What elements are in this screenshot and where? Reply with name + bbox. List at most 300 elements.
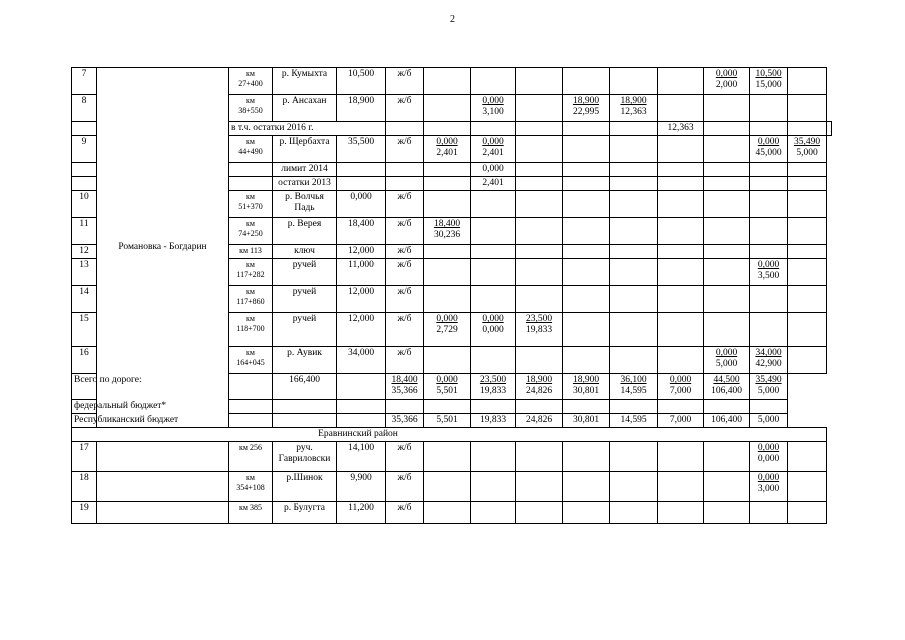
row-number-cell	[72, 245, 97, 259]
spacer-cell	[827, 177, 832, 191]
value-cell	[658, 191, 704, 218]
row-number: 19	[79, 503, 89, 513]
km-marker: км 117+860	[236, 287, 265, 306]
row-number-cell	[72, 502, 97, 524]
totals-top: 44,500	[713, 375, 740, 385]
value-cell	[658, 218, 704, 245]
value-cell	[750, 163, 788, 177]
km-marker: км 256	[239, 443, 262, 452]
value-cell	[424, 163, 471, 177]
value-bottom: 5,000	[796, 148, 818, 158]
value-cell	[750, 347, 788, 374]
km-marker: км 27+400	[238, 69, 263, 88]
value-cell	[471, 136, 516, 163]
district-row	[72, 428, 837, 442]
value-cell	[516, 163, 563, 177]
value-cell	[658, 122, 704, 136]
value-cell	[516, 122, 563, 136]
row-number: 9	[81, 137, 87, 147]
row-number-cell	[72, 286, 97, 313]
republic-value: 35,366	[391, 415, 418, 425]
value-cell	[563, 245, 610, 259]
value-top: 0,000	[482, 314, 504, 324]
value-cell	[788, 502, 827, 524]
km-marker: км 164+045	[236, 348, 265, 367]
type-cell	[386, 286, 424, 313]
type-cell	[386, 259, 424, 286]
length-value: 12,000	[347, 246, 375, 256]
spacer-cell	[827, 259, 832, 286]
empty-cell	[658, 400, 704, 414]
republic-value-cell	[471, 414, 516, 428]
value-cell	[788, 472, 827, 502]
row-number: 14	[79, 287, 89, 297]
value-cell	[750, 218, 788, 245]
object-name: ручей	[292, 314, 317, 324]
row-number: 18	[79, 473, 89, 483]
length-cell	[337, 68, 386, 95]
totals-top: 23,500	[479, 375, 507, 385]
district-cell	[72, 428, 827, 442]
value-cell	[610, 245, 658, 259]
empty-cell	[424, 122, 471, 136]
value-cell	[788, 95, 827, 122]
value-cell	[658, 313, 704, 347]
sub-label-cell	[229, 122, 386, 136]
row-number: 17	[79, 443, 89, 453]
totals-value-cell	[516, 374, 563, 400]
length-cell	[337, 95, 386, 122]
km-cell	[229, 472, 273, 502]
value-bottom: 3,000	[757, 484, 780, 494]
object-cell	[273, 313, 337, 347]
empty-km-cell	[229, 163, 273, 177]
republic-value: 24,826	[525, 415, 553, 425]
length-value: 12,000	[347, 287, 375, 297]
value-cell	[563, 218, 610, 245]
value-cell	[788, 442, 827, 472]
totals-top: 36,100	[620, 375, 647, 385]
value-cell	[563, 136, 610, 163]
value-cell	[424, 245, 471, 259]
value-cell	[610, 259, 658, 286]
row-number-cell	[72, 472, 97, 502]
value-bottom: 2,401	[482, 148, 504, 158]
row-number: 11	[79, 219, 89, 229]
value-cell	[658, 502, 704, 524]
value-cell	[424, 313, 471, 347]
table-row	[72, 68, 837, 95]
empty-cell	[516, 400, 563, 414]
value-cell	[471, 163, 516, 177]
value-cell	[704, 502, 750, 524]
table-row	[72, 472, 837, 502]
value-cell	[424, 259, 471, 286]
district-name: Еравнинский район	[318, 429, 398, 439]
totals-bottom: 24,826	[525, 386, 553, 396]
value-cell	[750, 122, 788, 136]
type-cell	[386, 95, 424, 122]
totals-bottom: 5,501	[436, 386, 458, 396]
value-cell	[788, 68, 827, 95]
federal-label: федеральный бюджет*	[74, 401, 167, 411]
object-name: р. Булугта	[284, 503, 325, 513]
object-cell	[273, 68, 337, 95]
empty-cell	[386, 400, 424, 414]
row-number-cell	[72, 347, 97, 374]
totals-top: 35,490	[755, 375, 782, 385]
length-cell	[337, 286, 386, 313]
object-cell	[273, 502, 337, 524]
empty-cell	[337, 374, 386, 400]
km-marker: км 51+370	[238, 192, 263, 211]
structure-type: ж/б	[397, 473, 412, 483]
value-cell	[471, 442, 516, 472]
structure-type: ж/б	[397, 314, 412, 324]
value-cell	[610, 136, 658, 163]
totals-top: 18,400	[391, 375, 418, 385]
km-cell	[229, 68, 273, 95]
value-cell	[563, 122, 610, 136]
value-cell	[610, 502, 658, 524]
length-cell	[337, 259, 386, 286]
totals-top: 0,000	[436, 375, 458, 385]
empty-cell	[337, 163, 386, 177]
value-cell	[610, 191, 658, 218]
value-cell	[610, 442, 658, 472]
spacer-cell	[788, 414, 827, 428]
page-number: 2	[450, 14, 455, 25]
empty-cell	[563, 400, 610, 414]
value-top: 0,000	[757, 443, 780, 453]
republic-value-cell	[516, 414, 563, 428]
value-cell	[658, 472, 704, 502]
empty-cell	[337, 177, 386, 191]
value-cell	[610, 472, 658, 502]
value-cell	[516, 177, 563, 191]
value-cell	[563, 313, 610, 347]
km-cell	[229, 347, 273, 374]
empty-cell	[386, 177, 424, 191]
value-cell	[788, 177, 827, 191]
spacer-cell	[827, 245, 832, 259]
value-bottom: 0,000	[482, 325, 504, 335]
object-cell	[273, 259, 337, 286]
row-number-cell	[72, 136, 97, 163]
sub-label: лимит 2014	[281, 164, 328, 174]
value-cell	[750, 442, 788, 472]
value-cell	[563, 286, 610, 313]
value-bottom: 5,000	[715, 359, 738, 369]
value-cell	[704, 286, 750, 313]
km-marker: км 113	[239, 246, 262, 255]
type-cell	[386, 347, 424, 374]
value-cell	[610, 177, 658, 191]
length-cell	[337, 218, 386, 245]
value-cell	[704, 218, 750, 245]
value-bottom: 15,000	[755, 80, 782, 90]
row-number-cell	[72, 177, 97, 191]
republic-label: Республиканский бюджет	[74, 415, 179, 425]
object-name: р. Ансахан	[282, 96, 327, 106]
length-cell	[337, 347, 386, 374]
empty-cell	[704, 400, 750, 414]
value-bottom: 2,729	[436, 325, 458, 335]
sub-label-cell	[273, 177, 337, 191]
row-number: 16	[79, 348, 89, 358]
km-cell	[229, 502, 273, 524]
value-cell	[516, 502, 563, 524]
object-cell	[273, 347, 337, 374]
row-number-cell	[72, 218, 97, 245]
value-cell	[788, 313, 827, 347]
value-cell	[563, 177, 610, 191]
totals-bottom: 14,595	[620, 386, 647, 396]
row-number: 12	[79, 246, 89, 256]
value-cell	[750, 191, 788, 218]
value-cell	[704, 177, 750, 191]
value-bottom: 30,236	[433, 230, 461, 240]
row-number-cell	[72, 442, 97, 472]
value-cell	[704, 245, 750, 259]
value-cell	[516, 313, 563, 347]
value-cell	[471, 313, 516, 347]
empty-cell	[610, 400, 658, 414]
republic-value: 30,801	[572, 415, 600, 425]
value-cell	[516, 68, 563, 95]
value-cell	[516, 191, 563, 218]
spacer-cell	[827, 472, 832, 502]
value-cell	[424, 218, 471, 245]
row-number-cell	[72, 163, 97, 177]
value-cell	[704, 163, 750, 177]
spacer-cell	[827, 428, 832, 442]
value-cell	[658, 163, 704, 177]
length-value: 9,900	[350, 473, 372, 483]
value-bottom: 0,000	[757, 454, 780, 464]
road-name: Романовка - Богдарин	[118, 242, 207, 252]
value-cell	[750, 68, 788, 95]
value-top: 0,000	[715, 348, 738, 358]
value-cell	[471, 259, 516, 286]
km-marker: км 38+550	[238, 96, 263, 115]
object-name: р.Шинок	[286, 473, 323, 483]
totals-bottom: 5,000	[757, 386, 780, 396]
totals-value-cell	[704, 374, 750, 400]
value-cell	[788, 347, 827, 374]
value-cell	[610, 313, 658, 347]
object-name: ручей	[292, 260, 317, 270]
row-number: 8	[81, 96, 87, 106]
value-cell	[563, 68, 610, 95]
object-name: р. Кумыхта	[281, 69, 328, 79]
value-cell	[704, 472, 750, 502]
structure-type: ж/б	[397, 443, 412, 453]
length-value: 11,200	[348, 503, 374, 513]
value-cell	[658, 442, 704, 472]
value-top: 10,500	[755, 69, 782, 79]
value-cell	[563, 259, 610, 286]
budget-table	[71, 67, 837, 524]
value-cell	[471, 122, 516, 136]
empty-cell	[337, 400, 386, 414]
spacer-cell	[827, 95, 832, 122]
spacer-cell	[827, 218, 832, 245]
value-cell	[516, 472, 563, 502]
value-cell	[563, 191, 610, 218]
length-value: 14,100	[347, 443, 375, 453]
totals-value-cell	[471, 374, 516, 400]
value-cell	[704, 259, 750, 286]
value-cell	[788, 136, 827, 163]
value-bottom: 3,500	[757, 271, 780, 281]
object-name: р. Волчья Падь	[285, 192, 324, 213]
value-cell	[610, 68, 658, 95]
road-name-cell	[97, 502, 229, 524]
value: 2,401	[482, 178, 504, 188]
value-cell	[658, 347, 704, 374]
value-cell	[788, 286, 827, 313]
republic-value-cell	[386, 414, 424, 428]
type-cell	[386, 68, 424, 95]
spacer-cell	[827, 502, 832, 524]
km-marker: км 44+490	[238, 137, 263, 156]
table-row	[72, 442, 837, 472]
value-cell	[704, 122, 750, 136]
spacer-cell	[788, 374, 827, 400]
value-cell	[704, 313, 750, 347]
value-cell	[610, 122, 658, 136]
value-cell	[750, 286, 788, 313]
type-cell	[386, 218, 424, 245]
totals-bottom: 7,000	[669, 386, 692, 396]
structure-type: ж/б	[397, 503, 412, 513]
length-value: 11,000	[348, 260, 374, 270]
value-bottom: 2,000	[715, 80, 738, 90]
federal-row	[72, 400, 837, 414]
federal-label-cell	[72, 400, 273, 414]
value-cell	[563, 163, 610, 177]
value-bottom: 22,995	[572, 107, 600, 117]
value-cell	[750, 245, 788, 259]
value-cell	[788, 191, 827, 218]
value-cell	[750, 259, 788, 286]
totals-label-cell	[72, 374, 273, 400]
value-cell	[704, 442, 750, 472]
republic-value: 106,400	[711, 415, 742, 425]
value-top: 0,000	[757, 260, 780, 270]
value-cell	[471, 177, 516, 191]
spacer-cell	[827, 163, 832, 177]
value-cell	[610, 218, 658, 245]
value-cell	[788, 245, 827, 259]
value-cell	[516, 442, 563, 472]
value-cell	[788, 163, 827, 177]
value-cell	[516, 218, 563, 245]
row-number-cell	[72, 95, 97, 122]
value-top: 0,000	[482, 96, 504, 106]
value-top: 34,000	[755, 348, 782, 358]
value-cell	[424, 347, 471, 374]
length-value: 35,500	[347, 137, 375, 147]
empty-cell	[337, 414, 386, 428]
value-top: 18,900	[572, 96, 600, 106]
structure-type: ж/б	[397, 348, 412, 358]
value-cell	[516, 259, 563, 286]
row-number-cell	[72, 122, 97, 136]
length-cell	[337, 472, 386, 502]
value-cell	[658, 95, 704, 122]
table-row	[72, 502, 837, 524]
value-cell	[516, 136, 563, 163]
length-cell	[337, 191, 386, 218]
row-number: 13	[79, 260, 89, 270]
object-cell	[273, 286, 337, 313]
road-name-cell	[97, 442, 229, 472]
republic-value-cell	[750, 414, 788, 428]
length-cell	[337, 136, 386, 163]
km-cell	[229, 95, 273, 122]
spacer-cell	[827, 191, 832, 218]
empty-cell	[273, 400, 337, 414]
value-cell	[424, 286, 471, 313]
republic-value: 7,000	[669, 415, 692, 425]
spacer-cell	[827, 286, 832, 313]
sub-label: остатки 2013	[278, 178, 331, 188]
value-cell	[750, 313, 788, 347]
value-top: 0,000	[436, 137, 458, 147]
value-bottom: 2,401	[436, 148, 458, 158]
value-cell	[424, 177, 471, 191]
value-cell	[563, 95, 610, 122]
length-value: 10,500	[347, 69, 375, 79]
km-cell	[229, 286, 273, 313]
length-cell	[337, 442, 386, 472]
value-cell	[516, 347, 563, 374]
value-top: 23,500	[525, 314, 553, 324]
object-cell	[273, 218, 337, 245]
value-cell	[610, 286, 658, 313]
object-cell	[273, 95, 337, 122]
km-marker: км 118+700	[236, 314, 265, 333]
empty-cell	[273, 414, 337, 428]
totals-length-cell	[273, 374, 337, 400]
budget-table-container	[71, 67, 837, 524]
totals-bottom: 106,400	[711, 386, 742, 396]
length-value: 12,000	[347, 314, 375, 324]
totals-length: 166,400	[289, 375, 320, 385]
value-cell	[563, 442, 610, 472]
republic-value: 14,595	[620, 415, 647, 425]
empty-cell	[386, 163, 424, 177]
empty-km-cell	[229, 177, 273, 191]
totals-value-cell	[658, 374, 704, 400]
row-number-cell	[72, 313, 97, 347]
structure-type: ж/б	[397, 287, 412, 297]
value-cell	[704, 191, 750, 218]
value-cell	[471, 472, 516, 502]
value-cell	[788, 122, 827, 136]
empty-cell	[471, 400, 516, 414]
type-cell	[386, 136, 424, 163]
republic-row	[72, 414, 837, 428]
value-cell	[658, 177, 704, 191]
structure-type: ж/б	[397, 69, 412, 79]
value-cell	[658, 286, 704, 313]
value-cell	[750, 472, 788, 502]
value-cell	[424, 502, 471, 524]
value-top: 0,000	[757, 137, 780, 147]
